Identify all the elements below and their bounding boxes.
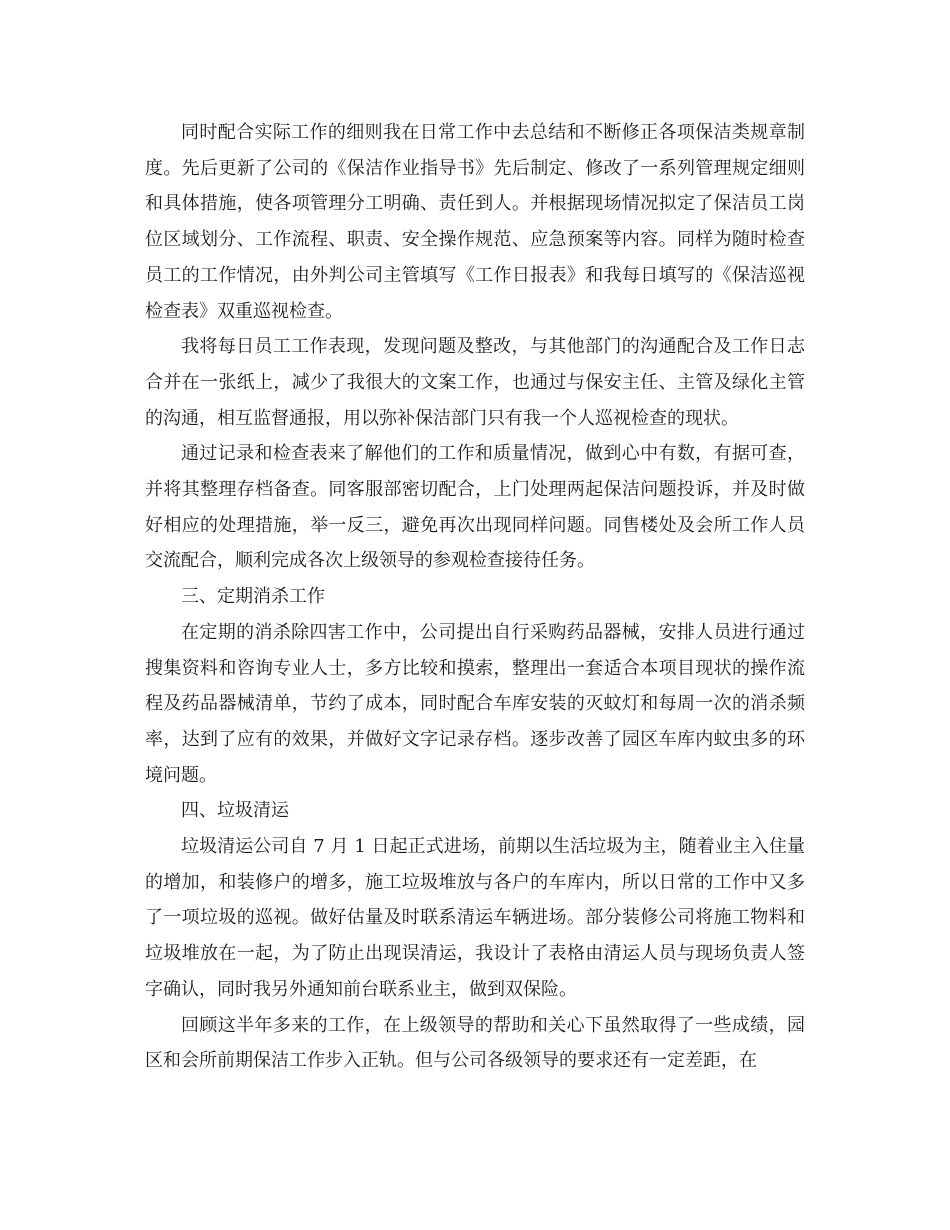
paragraph-daily-report: 我将每日员工工作表现，发现问题及整改，与其他部门的沟通配合及工作日志合并在一张纸上，减少了我很大的文案工作，也通过与保安主任、主管及绿化主管的沟通，相互监督通报，用以弥补保洁部门只有我一个人巡视检查的现状。 [145, 336, 805, 429]
paragraph-records-inspection: 通过记录和检查表来了解他们的工作和质量情况，做到心中有数，有据可查，并将其整理存档备查。同客服部密切配合，上门处理两起保洁问题投诉，并及时做好相应的处理措施，举一反三，避免再次出现同样问题。同售楼处及会所工作人员交流配合，顺利完成各次上级领导的参观检查接待任务。 [145, 443, 805, 572]
paragraph-cleaning-regulations: 同时配合实际工作的细则我在日常工作中去总结和不断修正各项保洁类规章制度。先后更新了公司的《保洁作业指导书》先后制定、修改了一系列管理规定细则和具体措施，使各项管理分工明确、责任到人。并根据现场情况拟定了保洁员工岗位区域划分、工作流程、职责、安全操作规范、应急预案等内容。同样为随时检查员工的工作情况，由外判公司主管填写《工作日报表》和我每日填写的《保洁巡视检查表》双重巡视检查。 [145, 122, 805, 322]
paragraph-review: 回顾这半年多来的工作，在上级领导的帮助和关心下虽然取得了一些成绩，园区和会所前期保洁工作步入正轨。但与公司各级领导的要求还有一定差距，在 [145, 1014, 805, 1072]
paragraph-garbage-removal: 垃圾清运公司自 7 月 1 日起正式进场，前期以生活垃圾为主，随着业主入住量的增加，和装修户的增多，施工垃圾堆放与各户的车库内，所以日常的工作中又多了一项垃圾的巡视。做好估量及时联系清运车辆进场。部分装修公司将施工物料和垃圾堆放在一起，为了防止出现误清运，我设计了表格由清运人员与现场负责人签字确认，同时我另外通知前台联系业主，做到双保险。 [145, 836, 805, 1000]
document-body [145, 115, 805, 1079]
section-heading-garbage-removal: 四、垃圾清运 [181, 800, 289, 822]
paragraph-pest-control: 在定期的消杀除四害工作中，公司提出自行采购药品器械，安排人员进行通过搜集资料和咨询专业人士，多方比较和摸索，整理出一套适合本项目现状的操作流程及药品器械清单，节约了成本，同时配合车库安装的灭蚊灯和每周一次的消杀频率，达到了应有的效果，并做好文字记录存档。逐步改善了园区车库内蚊虫多的环境问题。 [145, 621, 805, 786]
section-heading-pest-control: 三、定期消杀工作 [181, 586, 325, 608]
